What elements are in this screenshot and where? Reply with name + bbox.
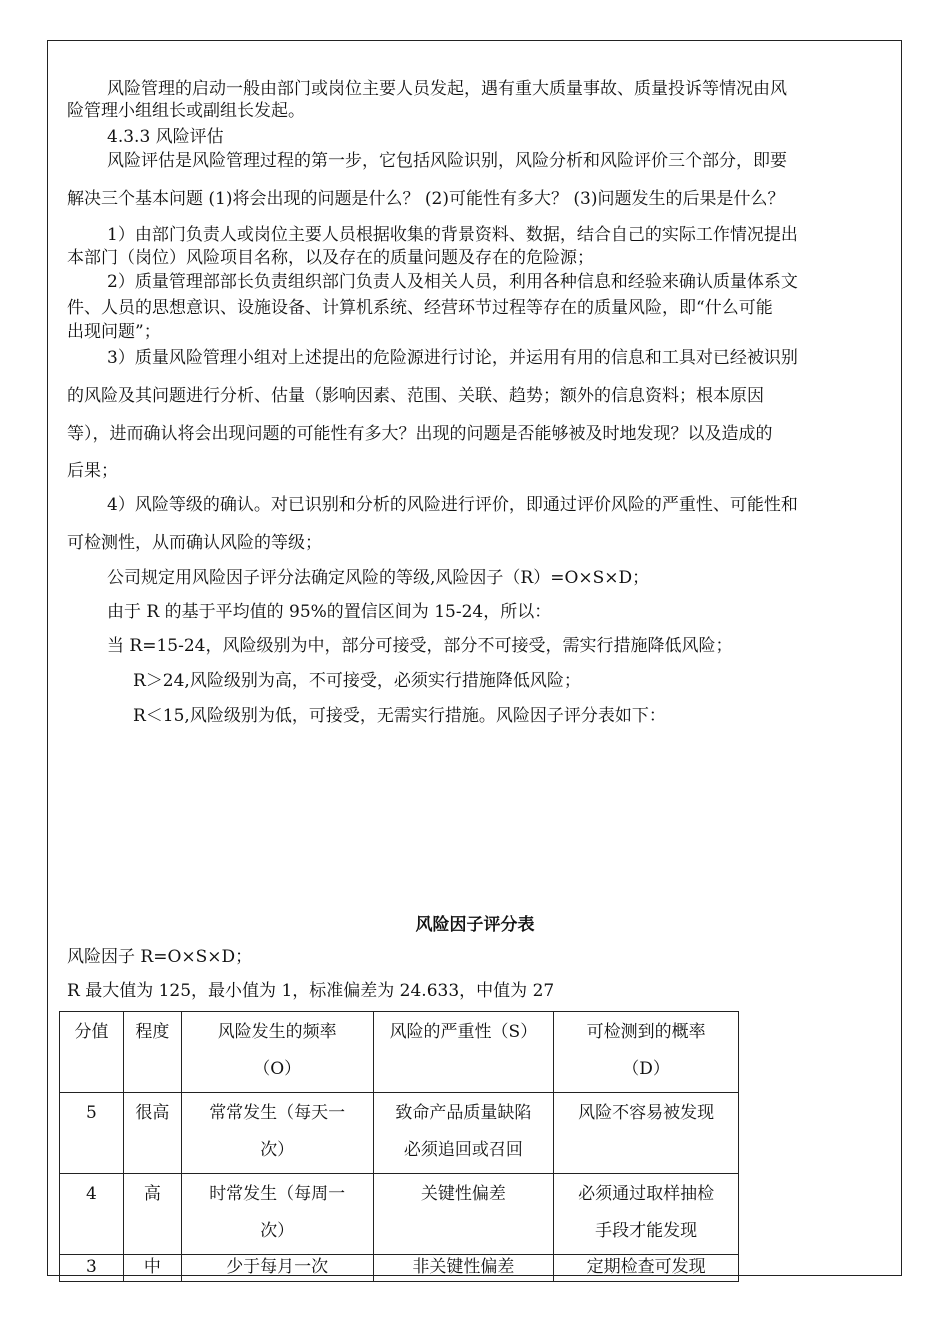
paragraph-line: 件、人员的思想意识、设施设备、计算机系统、经营环节过程等存在的质量风险，即“什么可能	[67, 298, 773, 318]
paragraph-line: 公司规定用风险因子评分法确定风险的等级,风险因子（R）=O×S×D；	[107, 568, 650, 588]
paragraph-line: R＜15,风险级别为低，可接受，无需实行措施。风险因子评分表如下：	[133, 706, 666, 726]
paragraph-line: 等），进而确认将会出现问题的可能性有多大？出现的问题是否能够被及时地发现？以及造成的	[67, 424, 773, 444]
paragraph-line: 风险评估是风险管理过程的第一步，它包括风险识别，风险分析和风险评价三个部分，即要	[107, 151, 787, 171]
table-header-row	[60, 1012, 739, 1093]
paragraph-line: 2）质量管理部部长负责组织部门负责人及相关人员，利用各种信息和经验来确认质量体系文	[107, 272, 798, 292]
paragraph-line: 解决三个基本问题 (1)将会出现的问题是什么？ (2)可能性有多大？ (3)问题发生的后果是什么？	[67, 189, 785, 209]
table-row: 3 中 少于每月一次 非关键性偏差 定期检查可发现	[60, 1255, 739, 1282]
header-score: 分值	[60, 1012, 124, 1093]
paragraph-line: R＞24,风险级别为高，不可接受，必须实行措施降低风险；	[133, 671, 581, 691]
paragraph-line: 出现问题”；	[67, 322, 161, 342]
paragraph-line: 4）风险等级的确认。对已识别和分析的风险进行评价，即通过评价风险的严重性、可能性和	[107, 495, 798, 515]
paragraph-line: 由于 R 的基于平均值的 95%的置信区间为 15-24，所以：	[107, 602, 552, 622]
stats-line: R 最大值为 125，最小值为 1，标准偏差为 24.633，中值为 27	[67, 981, 555, 1001]
section-heading: 4.3.3 风险评估	[107, 127, 224, 147]
paragraph-line: 当 R=15-24，风险级别为中，部分可接受，部分不可接受，需实行措施降低风险；	[107, 636, 733, 656]
paragraph-line: 后果；	[67, 461, 118, 481]
risk-score-table	[59, 1011, 739, 1282]
paragraph-line: 可检测性，从而确认风险的等级；	[67, 533, 322, 553]
header-occurrence: 风险发生的频率 （O）	[181, 1012, 373, 1093]
table-row: 4 高 时常发生（每周一 次） 关键性偏差 必须通过取样抽检 手段才能发现	[60, 1174, 739, 1255]
paragraph-line: 3）质量风险管理小组对上述提出的危险源进行讨论，并运用有用的信息和工具对已经被识别	[107, 348, 798, 368]
paragraph-line: 风险管理的启动一般由部门或岗位主要人员发起，遇有重大质量事故、质量投诉等情况由风	[107, 79, 787, 99]
header-degree: 程度	[123, 1012, 181, 1093]
table-row: 5 很高 常常发生（每天一 次） 致命产品质量缺陷 必须追回或召回 风险不容易被发现	[60, 1093, 739, 1174]
paragraph-line: 本部门（岗位）风险项目名称，以及存在的质量问题及存在的危险源；	[67, 248, 594, 268]
paragraph-line: 1）由部门负责人或岗位主要人员根据收集的背景资料、数据，结合自己的实际工作情况提出	[107, 225, 798, 245]
header-severity: 风险的严重性（S）	[373, 1012, 554, 1093]
table-title: 风险因子评分表	[415, 915, 535, 935]
paragraph-line: 的风险及其问题进行分析、估量（影响因素、范围、关联、趋势；额外的信息资料；根本原因	[67, 386, 764, 406]
formula-line: 风险因子 R=O×S×D；	[67, 947, 253, 967]
paragraph-line: 险管理小组组长或副组长发起。	[67, 101, 305, 121]
header-detectability: 可检测到的概率 （D）	[554, 1012, 739, 1093]
